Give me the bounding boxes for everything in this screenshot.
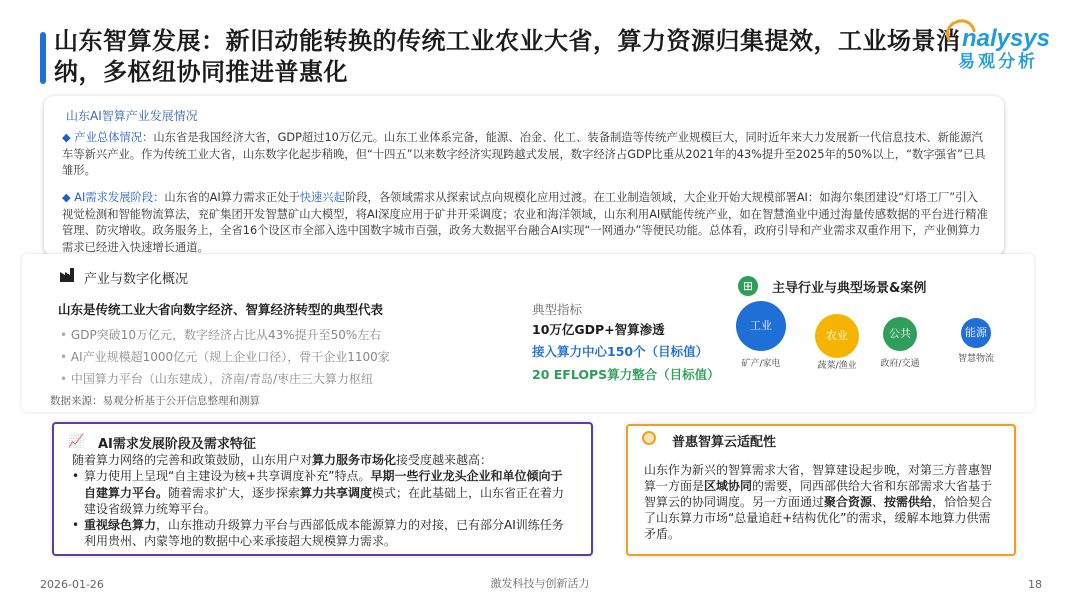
cloud-fit-title: 普惠智算云适配性 <box>672 435 777 450</box>
sector-circle-public: 公共 <box>883 317 917 351</box>
sector-circle-agriculture: 农业 <box>815 314 859 358</box>
ai-demand-title: AI需求发展阶段及需求特征 <box>98 437 256 452</box>
sector-label-energy: 智慧物流 <box>957 354 994 364</box>
indicator-eflops: 20 EFLOPS算力整合（目标值） <box>532 367 720 382</box>
paragraph-lead: ◆ AI需求发展阶段： <box>62 191 165 204</box>
line-chart-icon: 📈 <box>68 434 85 449</box>
page-number: 18 <box>1028 578 1042 591</box>
analysys-logo <box>938 26 1058 72</box>
grid-icon: ⊞ <box>738 276 758 296</box>
footer-slogan: 激发科技与创新活力 <box>490 577 590 590</box>
ai-demand-body <box>72 452 572 550</box>
indicator-compute-centers: 接入算力中心150个（目标值） <box>532 344 709 359</box>
industry-title: 产业与数字化概况 <box>84 272 189 287</box>
target-icon <box>642 431 656 445</box>
footer-date: 2026-01-26 <box>40 578 104 591</box>
overview-card <box>44 96 1004 256</box>
indicator-gdp: 10万亿GDP+智算渗透 <box>532 322 665 337</box>
overview-paragraph-ai-demand: ◆ AI需求发展阶段：山东省的AI算力需求正处于快速兴起阶段，各领域需求从探索试点向规模化应用过渡。在工业制造领域，大企业开始大规模部署AI：如海尔集团建设“灯塔工厂”引入视觉检测和智能物流算法，兖矿集团开发智慧矿山大模型，将AI深度应用于矿井开采调度；农业和海洋领域，山东利用AI赋能传统产业，如在智慧渔业中通过海量传感数据的平台进行精准管理、防灾增收。政务服务上，全省16个设区市全部入选中国数字城市百强，政务大数据平台融合AI实现“一网通办”等便民功能。总体看，政府引导和产业需求双重作用下，产业侧算力需求已经进入快速增长通道。 <box>62 191 988 254</box>
list-item: • GDP突破10万亿元，数字经济占比从43%提升至50%左右 <box>60 324 390 346</box>
list-item: • 算力使用上呈现“自主建设为核+共享调度补充”特点。早期一些行业龙头企业和单位倾向于自建算力平台。随着需求扩大，逐步探索算力共享调度模式；在此基础上，山东省正在着力建设省级算力统筹平台。 <box>72 468 572 517</box>
logo-text-en: nalysys <box>938 26 1058 52</box>
cloud-fit-body: 山东作为新兴的智算需求大省，智算建设起步晚，对第三方普惠智算一方面是区域协同的需要，同西部供给大省和东部需求大省基于智算云的协同调度。另一方面通过聚合资源、按需供给，恰恰契合了山东算力市场“总量追赶+结构优化”的需求，缓解本地算力供需矛盾。 <box>644 463 993 541</box>
paragraph-lead: ◆ 产业总体情况： <box>62 131 154 144</box>
overview-paragraph-industry: ◆ 产业总体情况：山东省是我国经济大省，GDP超过10万亿元。山东工业体系完备，能源、冶金、化工、装备制造等传统产业规模巨大，同时近年来大力发展新一代信息技术、新能源汽车等新兴产业。作为传统工业大省，山东数字化起步稍晚，但“十四五”以来数字经济实现跨越式发展，数字经济占GDP比重从2021年的43%提升至2025年的50%以上，“数字强省”已具雏形。 <box>62 131 986 177</box>
sector-label-agriculture: 蔬菜/渔业 <box>817 361 857 371</box>
industry-bullet-list <box>60 324 390 390</box>
sector-circle-industry: 工业 <box>736 301 786 351</box>
overview-card-title: 山东AI智算产业发展情况 <box>66 109 198 123</box>
logo-text-cn: 易观分析 <box>958 52 1038 72</box>
ai-demand-intro: 随着算力网络的完善和政策鼓励，山东用户对算力服务市场化接受度越来越高： <box>72 453 493 467</box>
indicator-title: 典型指标 <box>532 302 583 317</box>
page-title: 山东智算发展：新旧动能转换的传统工业农业大省，算力资源归集提效，工业场景消纳，多枢纽协同推进普惠化 <box>54 27 961 86</box>
list-item: • 中国算力平台（山东建成），济南/青岛/枣庄三大算力枢纽 <box>60 368 390 390</box>
industry-subtitle: 山东是传统工业大省向数字经济、智算经济转型的典型代表 <box>58 302 384 317</box>
list-item: • AI产业规模超1000亿元（规上企业口径），骨干企业1100家 <box>60 346 390 368</box>
sector-label-public: 政府/交通 <box>880 359 920 369</box>
sectors-title: 主导行业与典型场景&案例 <box>772 281 927 296</box>
data-source: 数据来源：易观分析基于公开信息整理和测算 <box>50 395 260 407</box>
sector-label-industry: 矿产/家电 <box>741 359 781 369</box>
list-item: • 重视绿色算力，山东推动升级算力平台与西部低成本能源算力的对接，已有部分AI训练任务利用贵州、内蒙等地的数据中心来承接超大规模算力需求。 <box>72 517 572 550</box>
factory-icon <box>60 268 78 282</box>
sector-circle-energy: 能源 <box>961 318 991 348</box>
title-accent-bar <box>40 32 46 84</box>
